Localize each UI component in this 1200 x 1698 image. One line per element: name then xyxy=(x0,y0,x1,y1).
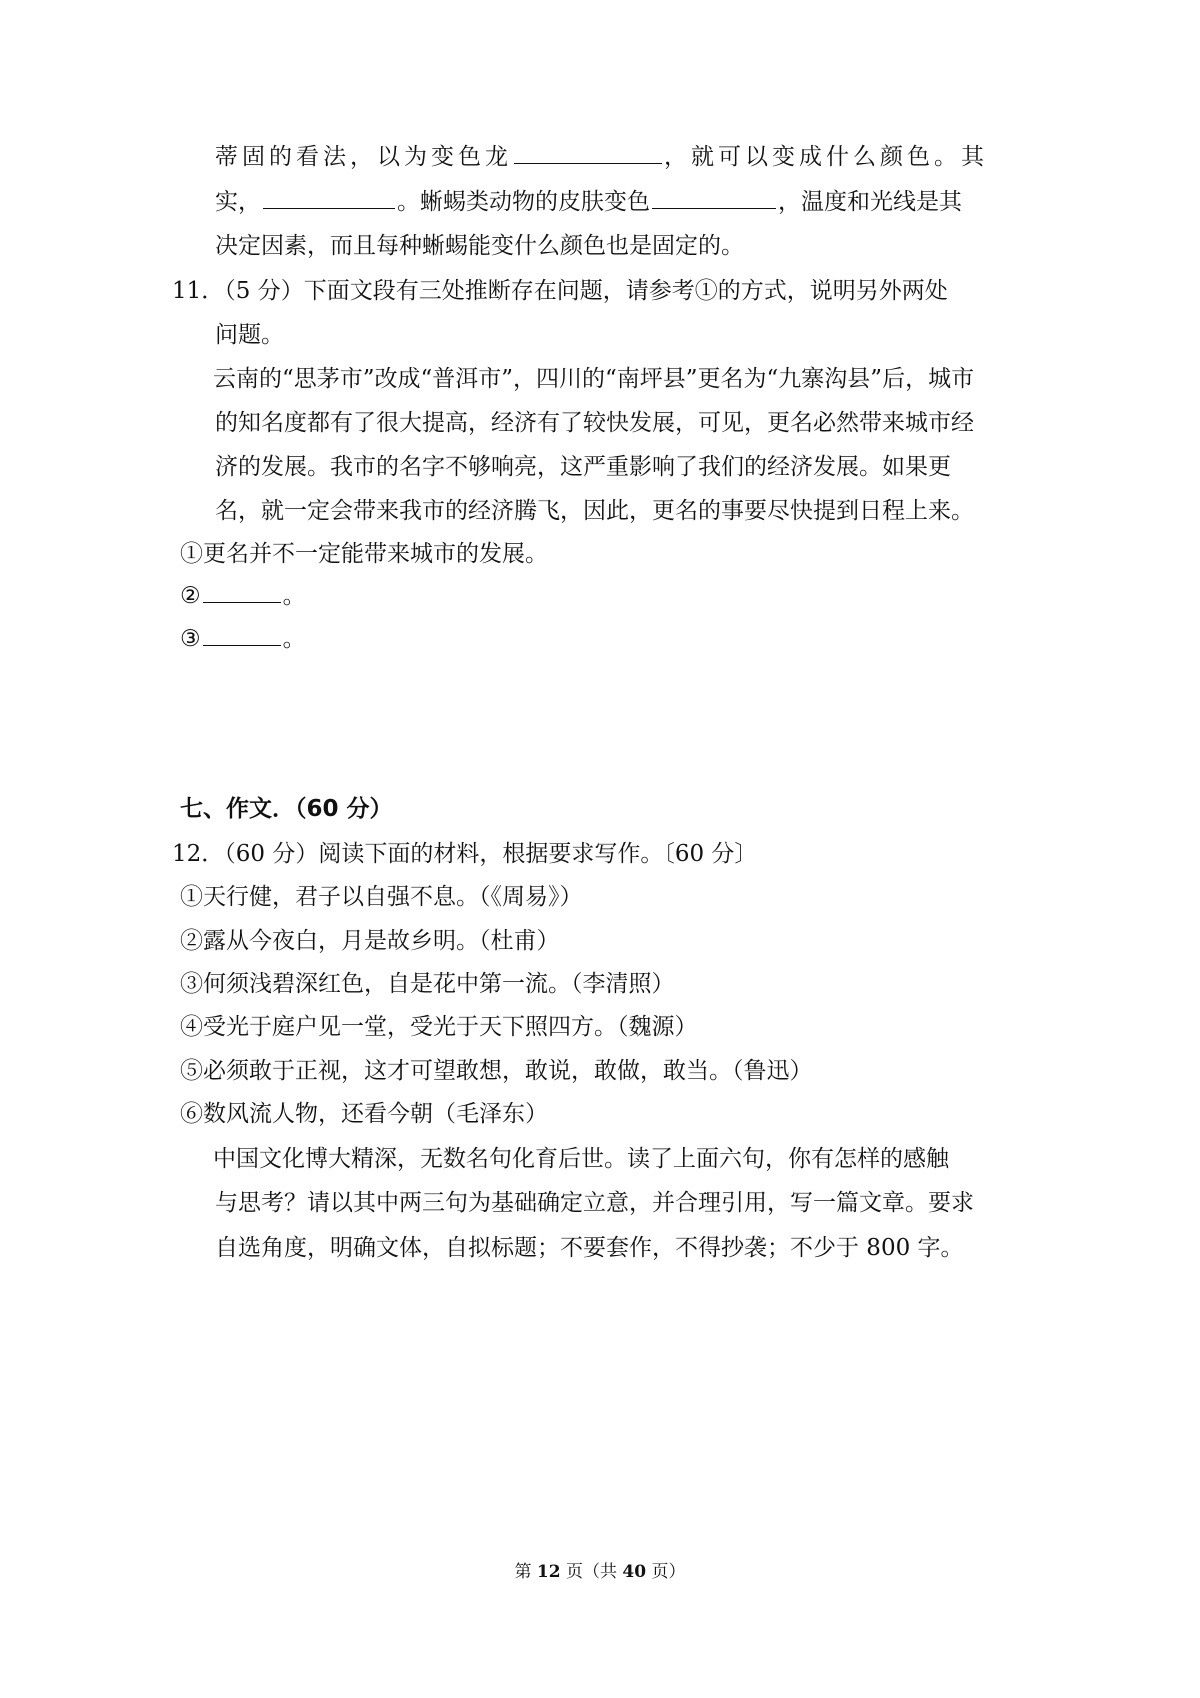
q11-answer-3-prefix: ③ xyxy=(180,626,201,652)
q12-quote-6: ⑥数风流人物，还看今朝（毛泽东） xyxy=(180,1101,548,1127)
q10-line-2-text-a: 实， xyxy=(215,189,261,215)
section-title: 七、作文．（60 分） xyxy=(180,796,393,822)
q12-quote-3: ③何须浅碧深红色，自是花中第一流。（李清照） xyxy=(180,971,675,997)
q11-answer-1: ①更名并不一定能带来城市的发展。 xyxy=(180,541,548,567)
q11-passage-line-3: 济的发展。我市的名字不够响亮，这严重影响了我们的经济发展。如果更 xyxy=(215,454,951,480)
footer-prefix: 第 xyxy=(514,1562,537,1582)
q11-header: 11．（5 分）下面文段有三处推断存在问题，请参考①的方式，说明另外两处 xyxy=(172,278,948,304)
page-footer xyxy=(0,1560,1200,1584)
q10-line-1-text-a: 蒂固的看法，以为变色龙 xyxy=(215,144,512,170)
q10-line-1 xyxy=(215,141,988,173)
footer-total-pages: 40 xyxy=(622,1562,647,1582)
q12-quote-4: ④受光于庭户见一堂，受光于天下照四方。（魏源） xyxy=(180,1014,698,1040)
q11-passage-line-4: 名，就一定会带来我市的经济腾飞，因此，更名的事要尽快提到日程上来。 xyxy=(215,498,974,524)
answer-blank xyxy=(263,186,395,209)
answer-blank[interactable] xyxy=(203,580,281,603)
q11-header-cont: 问题。 xyxy=(215,322,284,348)
q12-prompt-line-3: 自选角度，明确文体，自拟标题；不要套作，不得抄袭；不少于 800 字。 xyxy=(215,1235,964,1261)
q12-prompt-line-1: 中国文化博大精深，无数名句化育后世。读了上面六句，你有怎样的感触 xyxy=(213,1146,949,1172)
q11-answer-2-prefix: ② xyxy=(180,583,201,609)
answer-blank[interactable] xyxy=(203,623,281,646)
q12-header: 12．（60 分）阅读下面的材料，根据要求写作。〔60 分〕 xyxy=(172,841,758,867)
footer-suffix: 页） xyxy=(646,1562,686,1582)
q11-passage-line-2: 的知名度都有了很大提高，经济有了较快发展，可见，更名必然带来城市经 xyxy=(215,410,974,436)
answer-blank xyxy=(514,141,662,164)
q12-quote-5: ⑤必须敢于正视，这才可望敢想，敢说，敢做，敢当。（鲁迅） xyxy=(180,1058,813,1084)
answer-blank xyxy=(652,186,776,209)
footer-page-number: 12 xyxy=(536,1562,561,1582)
q11-answer-3-suffix: 。 xyxy=(282,626,306,652)
q10-line-2-text-b: 。蜥蜴类动物的皮肤变色 xyxy=(397,189,650,215)
q11-answer-2 xyxy=(180,580,306,612)
q10-line-1-text-b: ，就可以变成什么颜色。其 xyxy=(664,144,988,170)
q12-quote-2: ②露从今夜白，月是故乡明。（杜甫） xyxy=(180,928,560,954)
q11-answer-2-suffix: 。 xyxy=(282,583,306,609)
footer-middle: 页（共 xyxy=(560,1562,623,1582)
q10-line-2-text-c: ，温度和光线是其 xyxy=(778,189,962,215)
q10-line-2 xyxy=(215,186,962,218)
q12-quote-1: ①天行健，君子以自强不息。（《周易》） xyxy=(180,884,583,910)
q12-prompt-line-2: 与思考？请以其中两三句为基础确定立意，并合理引用，写一篇文章。要求 xyxy=(215,1190,974,1216)
q11-passage-line-1: 云南的“思茅市”改成“普洱市”，四川的“南坪县”更名为“九寨沟县”后，城市 xyxy=(213,366,975,392)
q10-line-3: 决定因素，而且每种蜥蜴能变什么颜色也是固定的。 xyxy=(215,233,744,259)
q11-answer-3 xyxy=(180,623,306,655)
